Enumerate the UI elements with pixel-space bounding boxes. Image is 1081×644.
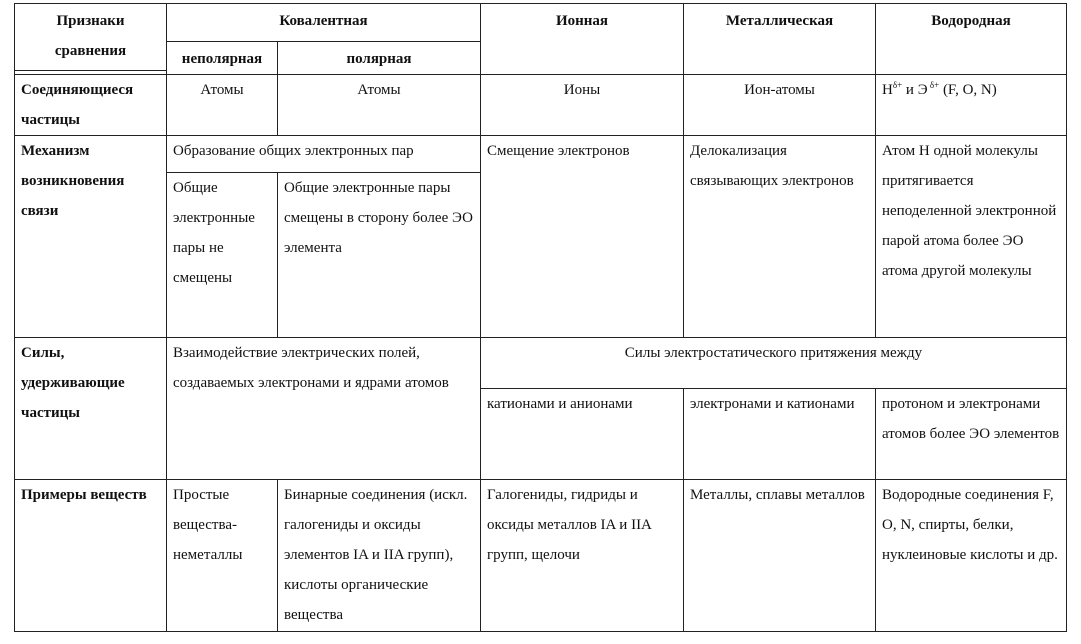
row-forces-ionic: катионами и анионами <box>481 389 684 480</box>
hydrogen-formula-sup2: δ+ <box>927 80 940 90</box>
hydrogen-formula-h: H <box>882 82 893 98</box>
header-nonpolar: неполярная <box>167 42 278 75</box>
hydrogen-formula-sup1: δ+ <box>892 80 903 90</box>
row-mechanism-label: Механизм возникновения связи <box>15 136 167 338</box>
header-criteria-line1: Признаки <box>56 13 125 29</box>
row-examples-nonpolar: Простые вещества-неметаллы <box>167 480 278 632</box>
row-examples-ionic: Галогениды, гидриды и оксиды металлов IA и IIA групп, щелочи <box>481 480 684 632</box>
row-forces-label: Силы, удерживающие частицы <box>15 338 167 480</box>
header-polar: полярная <box>278 42 481 75</box>
row-particles-hydrogen <box>876 75 1067 136</box>
row-mechanism-metallic: Делокализация связывающих электронов <box>684 136 876 338</box>
row-mechanism-nonpolar: Общие электронные пары не смещены <box>167 173 278 338</box>
row-examples <box>15 480 1067 632</box>
comparison-table <box>14 3 1067 632</box>
row-particles-nonpolar: Атомы <box>167 75 278 136</box>
row-forces-metallic: электронами и катионами <box>684 389 876 480</box>
header-hydrogen: Водородная <box>876 4 1067 75</box>
row-mechanism-ionic: Смещение электронов <box>481 136 684 338</box>
row-forces-covalent: Взаимодействие электрических полей, создаваемых электронами и ядрами атомов <box>167 338 481 480</box>
row-forces-hydrogen: протоном и электронами атомов более ЭО элементов <box>876 389 1067 480</box>
row-mechanism-hydrogen: Атом H одной молекулы притягивается неподеленной электронной парой атома более ЭО атома другой молекулы <box>876 136 1067 338</box>
hydrogen-formula-mid: и Э <box>902 82 928 98</box>
header-row-1 <box>15 4 1067 42</box>
row-examples-label: Примеры веществ <box>15 480 167 632</box>
row-examples-metallic: Металлы, сплавы металлов <box>684 480 876 632</box>
header-ionic: Ионная <box>481 4 684 75</box>
header-criteria-line2: сравнения <box>54 43 127 59</box>
header-covalent: Ковалентная <box>167 4 481 42</box>
row-mechanism-polar: Общие электронные пары смещены в сторону более ЭО элемента <box>278 173 481 338</box>
row-particles-label: Соединяющиеся частицы <box>15 75 167 136</box>
header-metallic: Металлическая <box>684 4 876 75</box>
row-examples-hydrogen: Водородные соединения F, O, N, спирты, белки, нуклеиновые кислоты и др. <box>876 480 1067 632</box>
header-criteria <box>15 4 167 71</box>
row-particles-metallic: Ион-атомы <box>684 75 876 136</box>
row-particles <box>15 75 1067 136</box>
row-mechanism <box>15 136 1067 173</box>
row-forces <box>15 338 1067 389</box>
row-forces-common: Силы электростатического притяжения между <box>481 338 1067 389</box>
row-particles-polar: Атомы <box>278 75 481 136</box>
hydrogen-formula-tail: (F, O, N) <box>939 82 997 98</box>
row-examples-polar: Бинарные соединения (искл. галогениды и оксиды элементов IA и IIA групп), кислоты органические вещества <box>278 480 481 632</box>
row-particles-ionic: Ионы <box>481 75 684 136</box>
row-mechanism-covalent: Образование общих электронных пар <box>167 136 481 173</box>
